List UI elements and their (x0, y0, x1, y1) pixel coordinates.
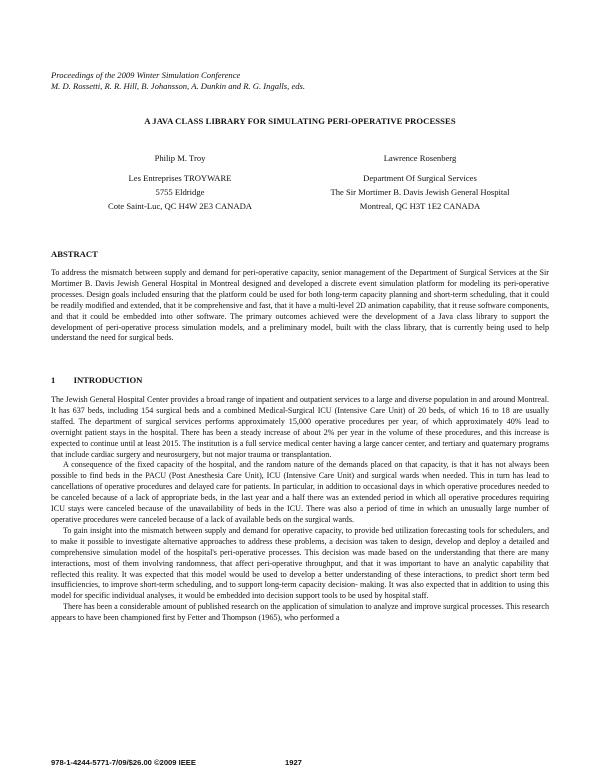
introduction-body (51, 395, 549, 624)
section-title: INTRODUCTION (73, 375, 143, 385)
section-number: 1 (51, 375, 56, 385)
abstract-text: To address the mismatch between supply and demand for peri-operative capacity, senior management of the Department of Surgical Services at the Sir Mortimer B. Davis Jewish General Hospital in Montreal designed and developed a discrete event simulation platform for modeling its peri-operative processes. Design goals included ensuring that the platform could be used for both long-term capacity planning and short-term scheduling, that it could be readily modified and extended, that it be comprehensive and fast, that it have a multi-level 2D animation capability, that it reuse software components, and that it could be embedded into other software. The primary outcomes achieved were the development of a Java class library to support the development of peri-operative process simulation models, and a preliminary model, built with the class library, that is currently being used to help understand the need for surgical beds. (51, 268, 549, 343)
author-block-2 (300, 151, 540, 213)
paragraph: The Jewish General Hospital Center provides a broad range of inpatient and outpatient services to a large and diverse population in and around Montreal. It has 637 beds, including 154 surgical beds and a combined Medical-Surgical ICU (Intensive Care Unit) of 20 beds, of which 16 to 18 are usually staffed. The department of surgical services performs approximately 15,000 operative procedures per year, of which approximately 40% lead to overnight patient stays in the hospital. There has been a steady increase of about 2% per year in the volume of these procedures, and this increase is expected to continue until at least 2015. The institution is a full service medical center having a large cancer center, and tertiary and quaternary programs that include cardiac surgery and neurosurgery, but not major trauma or transplantation. (51, 395, 549, 459)
author-affiliation-line: Department Of Surgical Services (363, 173, 477, 183)
proceedings-header (51, 70, 305, 92)
author-block-1 (95, 151, 265, 213)
author-affiliation-line: Les Entreprises TROYWARE (128, 173, 232, 183)
author-affiliation-line: The Sir Mortimer B. Davis Jewish General Hospital (330, 187, 510, 197)
author-affiliation-line: Montreal, QC H3T 1E2 CANADA (359, 201, 481, 211)
paragraph: There has been a considerable amount of published research on the application of simulation to analyze and improve surgical processes. This research appears to have been championed first by Fetter and Thompson (1965), who performed a (51, 602, 549, 623)
copyright-footer: 978-1-4244-5771-7/09/$26.00 ©2009 IEEE (51, 758, 196, 767)
abstract-heading: ABSTRACT (51, 249, 98, 259)
paragraph: To gain insight into the mismatch between supply and demand for operative capacity, to provide bed utilization forecasting tools for schedulers, and to make it possible to investigate alternative approaches to address these problems, a decision was taken to design, develop and deploy a detailed and comprehensive simulation model of the hospital's peri-operative processes. This decision was made based on the understanding that there are many interactions, most of them involving randomness, that affect peri-operative throughput, and that it was important to have an analytic capability that reflected this reality. It was expected that this model would be used to develop a better understanding of these interactions, to predict short term bed insufficiencies, to improve short-term scheduling, and to support long-term capacity decision- making. It was also expected that in addition to using this model for specific individual analyses, it would be embedded into decision support tools to be used by hospital staff. (51, 525, 549, 601)
page-number: 1927 (285, 758, 302, 767)
author-name: Philip M. Troy (154, 153, 206, 163)
author-name: Lawrence Rosenberg (383, 153, 457, 163)
proceedings-title: Proceedings of the 2009 Winter Simulation Conference (51, 70, 241, 80)
author-affiliation-line: 5755 Eldridge (155, 187, 205, 197)
proceedings-editors: M. D. Rossetti, R. R. Hill, B. Johansson, A. Dunkin and R. G. Ingalls, eds. (51, 81, 306, 91)
author-affiliation-line: Cote Saint-Luc, QC H4W 2E3 CANADA (107, 201, 252, 211)
paragraph: A consequence of the fixed capacity of the hospital, and the random nature of the demands placed on that capacity, is that it has not always been possible to find beds in the PACU (Post Anesthesia Care Unit), ICU (Intensive Care Unit) and surgical wards when needed. This in turn has lead to cancellations of operative procedures and delayed care for patients. In particular, in addition to occasional days in which operative procedures needed to be canceled because of a lack of appropriate beds, in the last year and a half there was an extended period in which all operative procedures requiring ICU stays were canceled because of the unavailability of beds in the ICU. There was also a period of time in which an unusually large number of operative procedures were canceled because of a lack of available beds on the surgical wards. (51, 460, 549, 524)
abstract-body (51, 268, 549, 344)
introduction-heading (51, 375, 142, 385)
paper-title: A JAVA CLASS LIBRARY FOR SIMULATING PERI-OPERATIVE PROCESSES (144, 116, 456, 126)
